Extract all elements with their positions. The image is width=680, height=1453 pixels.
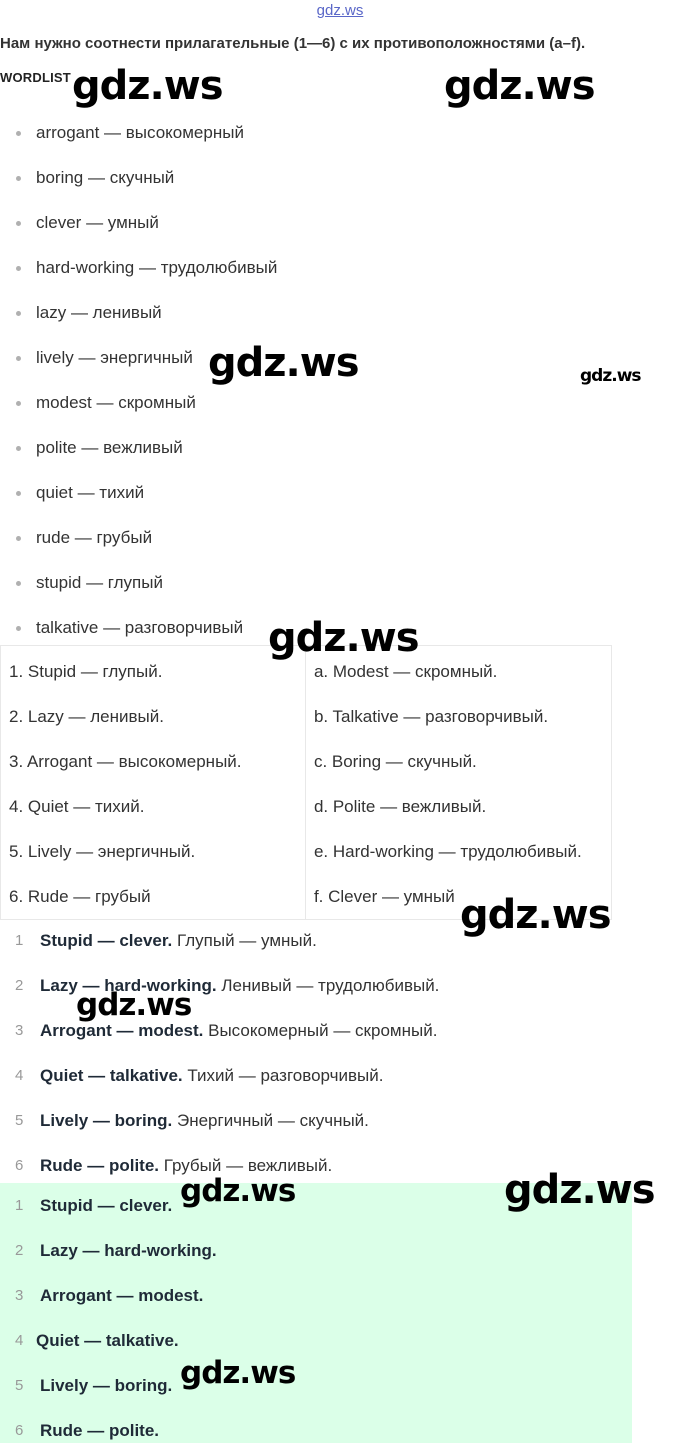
wordlist-entry: lazy — ленивый (36, 303, 162, 322)
watermark: gdz.ws (208, 340, 359, 386)
table-cell: 4. Quiet — тихий. (9, 797, 145, 816)
answer-pair: Lazy — hard-working. (40, 1241, 217, 1260)
table-cell: a. Modest — скромный. (313, 662, 498, 681)
wordlist-entry: polite — вежливый (36, 438, 183, 457)
table-cell: 6. Rude — грубый (9, 887, 151, 906)
answer-number: 4 (15, 1067, 24, 1084)
answer-number: 4 (15, 1332, 24, 1349)
wordlist-entry: quiet — тихий (36, 483, 145, 502)
answer-pair: Lazy — hard-working. (40, 976, 217, 995)
site-link[interactable]: gdz.ws (316, 2, 364, 19)
final-answer-row (0, 1318, 632, 1363)
answer-pair: Rude — polite. (40, 1421, 159, 1440)
table-cell: 3. Arrogant — высокомерный. (9, 752, 242, 771)
answer-pair: Quiet — talkative. (40, 1066, 183, 1085)
answer-text (36, 1318, 179, 1363)
table-column-adjectives (1, 646, 306, 920)
answer-text (40, 1183, 172, 1228)
list-item (0, 158, 277, 203)
answer-row (0, 1053, 680, 1098)
table-cell: 2. Lazy — ленивый. (9, 707, 164, 726)
answer-pair: Lively — boring. (40, 1376, 173, 1395)
answer-number: 1 (15, 932, 24, 949)
answer-number: 6 (15, 1157, 24, 1174)
answer-number: 2 (15, 977, 24, 994)
bullet-icon (16, 401, 21, 406)
answer-pair: Stupid — clever. (40, 1196, 173, 1215)
table-cell: f. Clever — умный (313, 887, 455, 906)
list-item (0, 248, 277, 293)
list-item (0, 113, 277, 158)
answer-pair: Arrogant — modest. (40, 1286, 204, 1305)
wordlist-entry: arrogant — высокомерный (36, 123, 244, 142)
watermark: gdz.ws (76, 987, 192, 1023)
watermark: gdz.ws (72, 63, 223, 109)
answers-with-translation (0, 918, 680, 1188)
answer-number: 2 (15, 1242, 24, 1259)
final-answer-box (0, 1183, 632, 1443)
watermark: gdz.ws (180, 1355, 296, 1391)
table-cell: 1. Stupid — глупый. (9, 662, 163, 681)
answer-pair: Stupid — clever. (40, 931, 173, 950)
bullet-icon (16, 491, 21, 496)
bullet-icon (16, 311, 21, 316)
list-item (0, 563, 277, 608)
answer-number: 5 (15, 1112, 24, 1129)
table-cell: e. Hard-working — трудолюбивый. (313, 842, 582, 861)
wordlist-entry: talkative — разговорчивый (36, 618, 244, 637)
answer-text (40, 918, 317, 963)
wordlist-entry: rude — грубый (36, 528, 153, 547)
answer-text (40, 1363, 172, 1408)
table-cell: 5. Lively — энергичный. (9, 842, 196, 861)
final-answer-row (0, 1228, 632, 1273)
wordlist-entry: hard-working — трудолюбивый (36, 258, 278, 277)
answer-text (40, 1098, 369, 1143)
final-answer-row (0, 1408, 632, 1453)
final-answer-row (0, 1363, 632, 1408)
answer-translation: Глупый — умный. (172, 931, 317, 950)
final-answer-row (0, 1273, 632, 1318)
bullet-icon (16, 626, 21, 631)
list-item (0, 428, 277, 473)
watermark: gdz.ws (460, 892, 611, 938)
watermark: gdz.ws (580, 366, 641, 386)
matching-table (0, 645, 612, 920)
answer-pair: Lively — boring. (40, 1111, 173, 1130)
list-item (0, 473, 277, 518)
answer-pair: Quiet — talkative. (36, 1331, 179, 1350)
bullet-icon (16, 266, 21, 271)
bullet-icon (16, 221, 21, 226)
bullet-icon (16, 131, 21, 136)
answer-translation: Грубый — вежливый. (159, 1156, 333, 1175)
answer-number: 6 (15, 1422, 24, 1439)
table-cell: b. Talkative — разговорчивый. (313, 707, 549, 726)
answer-pair: Rude — polite. (40, 1156, 159, 1175)
watermark: gdz.ws (444, 63, 595, 109)
wordlist-entry: modest — скромный (36, 393, 196, 412)
answer-translation: Тихий — разговорчивый. (182, 1066, 384, 1085)
watermark: gdz.ws (268, 615, 419, 661)
wordlist-entry: lively — энергичный (36, 348, 193, 367)
list-item (0, 293, 277, 338)
bullet-icon (16, 176, 21, 181)
table-cell: c. Boring — скучный. (313, 752, 477, 771)
answer-number: 5 (15, 1377, 24, 1394)
bullet-icon (16, 536, 21, 541)
answer-number: 3 (15, 1022, 24, 1039)
bullet-icon (16, 356, 21, 361)
answer-translation: Энергичный — скучный. (172, 1111, 369, 1130)
answer-translation: Ленивый — трудолюбивый. (216, 976, 440, 995)
answer-text (40, 1408, 159, 1453)
answer-translation: Высокомерный — скромный. (203, 1021, 438, 1040)
table-row (1, 646, 612, 920)
wordlist-entry: stupid — глупый (36, 573, 163, 592)
answer-number: 3 (15, 1287, 24, 1304)
answer-text (40, 1228, 217, 1273)
answer-row (0, 1098, 680, 1143)
bullet-icon (16, 581, 21, 586)
list-item (0, 203, 277, 248)
bullet-icon (16, 446, 21, 451)
table-column-opposites (305, 646, 611, 920)
table-cell: d. Polite — вежливый. (313, 797, 487, 816)
wordlist-entry: boring — скучный (36, 168, 175, 187)
answer-number: 1 (15, 1197, 24, 1214)
watermark: gdz.ws (180, 1173, 296, 1209)
watermark: gdz.ws (504, 1167, 655, 1213)
wordlist-heading: WORDLIST (0, 70, 71, 85)
answer-pair: Arrogant — modest. (40, 1021, 204, 1040)
task-intro: Нам нужно соотнести прилагательные (1—6) с их противоположностями (a–f). (0, 35, 586, 52)
wordlist-entry: clever — умный (36, 213, 159, 232)
list-item (0, 518, 277, 563)
answer-text (40, 1273, 203, 1318)
list-item (0, 383, 277, 428)
answer-text (40, 1053, 383, 1098)
